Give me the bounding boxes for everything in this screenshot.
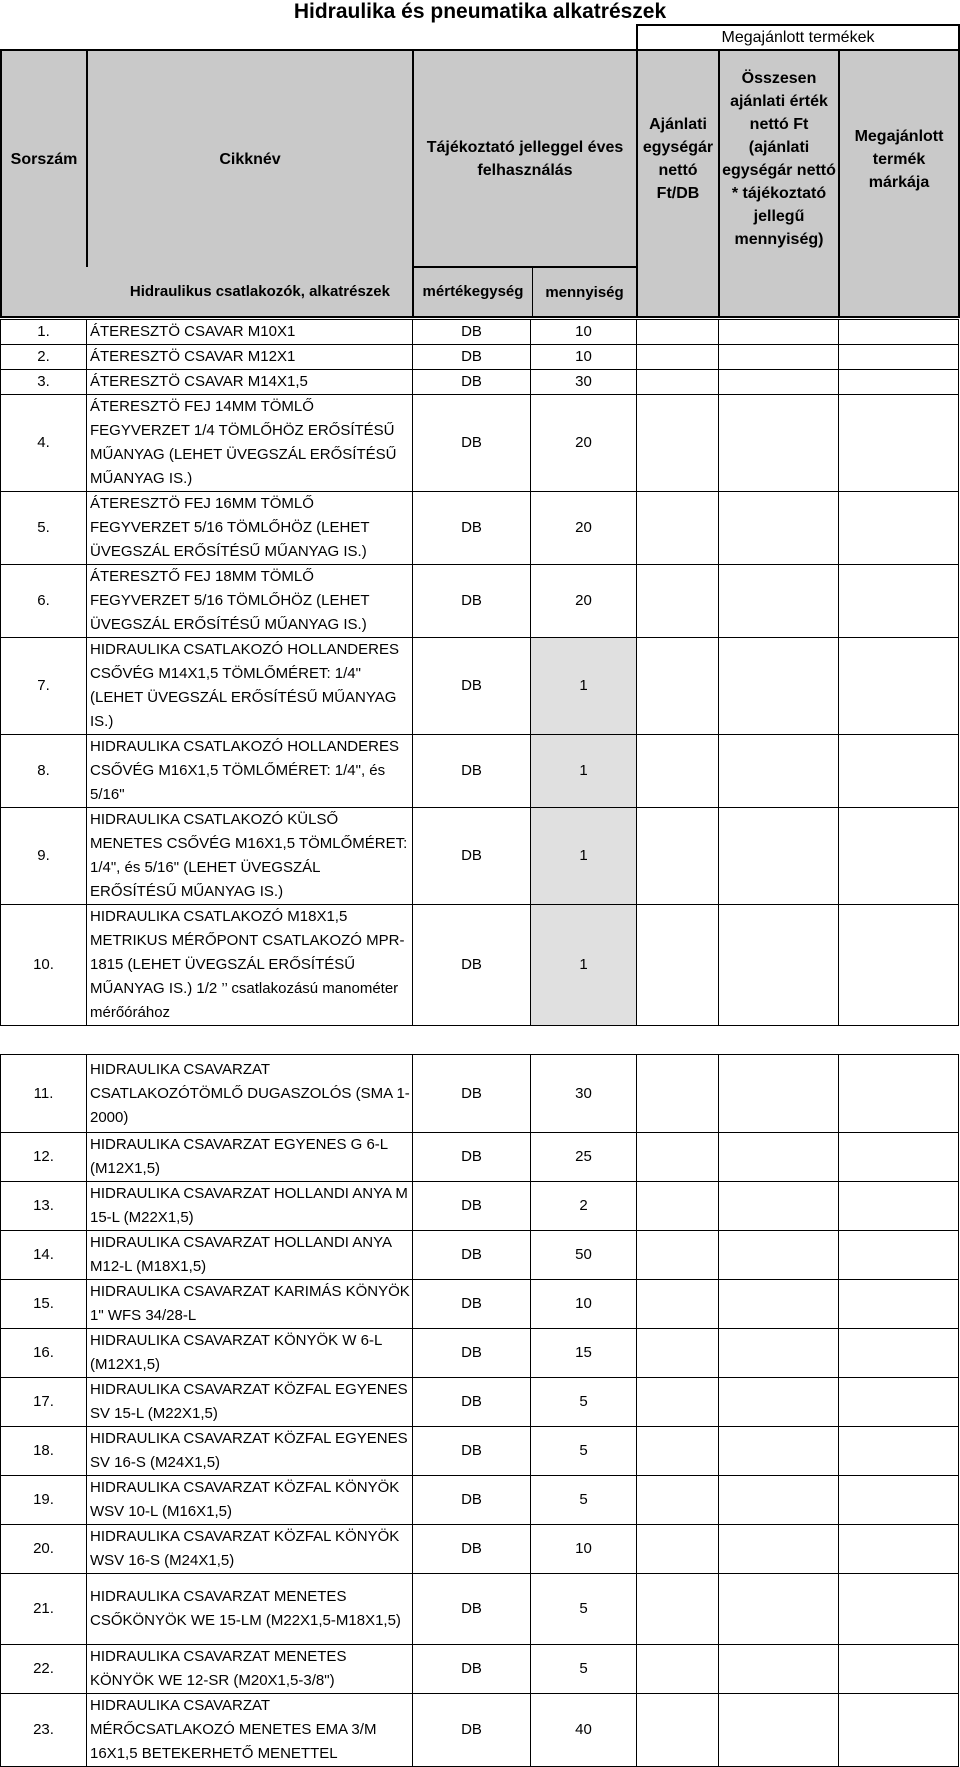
item-name: HIDRAULIKA CSAVARZAT KÖZFAL KÖNYÖK WSV 16-S (M24X1,5) bbox=[87, 1525, 413, 1574]
row-number: 6. bbox=[1, 565, 87, 638]
brand-cell[interactable] bbox=[839, 808, 959, 905]
item-quantity: 25 bbox=[531, 1133, 637, 1182]
table-row bbox=[1, 735, 959, 808]
table-row bbox=[1, 1574, 959, 1645]
unit-price-cell[interactable] bbox=[637, 1055, 719, 1133]
brand-cell[interactable] bbox=[839, 345, 959, 370]
item-quantity: 10 bbox=[531, 1280, 637, 1329]
item-quantity: 15 bbox=[531, 1329, 637, 1378]
sub-header-qty: mennyiség bbox=[545, 283, 624, 301]
unit-price-cell[interactable] bbox=[637, 1574, 719, 1645]
item-unit: DB bbox=[413, 1525, 531, 1574]
row-number: 9. bbox=[1, 808, 87, 905]
item-name: ÁTERESZTÖ FEJ 14MM TÖMLŐ FEGYVERZET 1/4 TÖMLŐHÖZ ERŐSÍTÉSŰ MŰANYAG (LEHET ÜVEGSZÁL ERŐSÍTÉSŰ MŰANYAG IS.) bbox=[87, 395, 413, 492]
row-number: 21. bbox=[1, 1574, 87, 1645]
brand-cell[interactable] bbox=[839, 395, 959, 492]
total-cell[interactable] bbox=[719, 1182, 839, 1231]
item-name: HIDRAULIKA CSAVARZAT MENETES KÖNYÖK WE 12-SR (M20X1,5-3/8") bbox=[87, 1645, 413, 1694]
item-unit: DB bbox=[413, 320, 531, 345]
total-cell[interactable] bbox=[719, 1329, 839, 1378]
item-unit: DB bbox=[413, 370, 531, 395]
item-unit: DB bbox=[413, 1694, 531, 1767]
item-quantity: 30 bbox=[531, 1055, 637, 1133]
brand-cell[interactable] bbox=[839, 735, 959, 808]
table-row bbox=[1, 638, 959, 735]
items-table bbox=[0, 319, 959, 1767]
unit-price-cell[interactable] bbox=[637, 492, 719, 565]
item-unit: DB bbox=[413, 1182, 531, 1231]
table-row bbox=[1, 492, 959, 565]
item-unit: DB bbox=[413, 1427, 531, 1476]
brand-cell[interactable] bbox=[839, 638, 959, 735]
table-row bbox=[1, 1329, 959, 1378]
item-quantity: 5 bbox=[531, 1645, 637, 1694]
brand-cell[interactable] bbox=[839, 1525, 959, 1574]
row-number: 15. bbox=[1, 1280, 87, 1329]
brand-cell[interactable] bbox=[839, 905, 959, 1026]
item-name: HIDRAULIKA CSAVARZAT EGYENES G 6-L (M12X1,5) bbox=[87, 1133, 413, 1182]
item-unit: DB bbox=[413, 565, 531, 638]
total-cell[interactable] bbox=[719, 1280, 839, 1329]
brand-cell[interactable] bbox=[839, 1231, 959, 1280]
sub-header-unit: mértékegység bbox=[414, 268, 533, 316]
table-row bbox=[1, 1476, 959, 1525]
total-cell[interactable] bbox=[719, 1055, 839, 1133]
unit-price-cell[interactable] bbox=[637, 1133, 719, 1182]
item-name: ÁTERESZTÖ CSAVAR M12X1 bbox=[87, 345, 413, 370]
table-row bbox=[1, 905, 959, 1026]
table-row bbox=[1, 1182, 959, 1231]
item-name: HIDRAULIKA CSAVARZAT MENETES CSŐKÖNYÖK WE 15-LM (M22X1,5-M18X1,5) bbox=[87, 1574, 413, 1645]
item-quantity: 1 bbox=[531, 905, 637, 1026]
row-number: 7. bbox=[1, 638, 87, 735]
unit-price-cell[interactable] bbox=[637, 808, 719, 905]
row-number: 18. bbox=[1, 1427, 87, 1476]
unit-price-cell[interactable] bbox=[637, 1694, 719, 1767]
item-unit: DB bbox=[413, 808, 531, 905]
total-cell[interactable] bbox=[719, 808, 839, 905]
row-number: 19. bbox=[1, 1476, 87, 1525]
row-number: 3. bbox=[1, 370, 87, 395]
row-number: 16. bbox=[1, 1329, 87, 1378]
brand-cell[interactable] bbox=[839, 1378, 959, 1427]
row-number: 17. bbox=[1, 1378, 87, 1427]
unit-price-cell[interactable] bbox=[637, 345, 719, 370]
brand-cell[interactable] bbox=[839, 1182, 959, 1231]
item-name: HIDRAULIKA CSAVARZAT KÖZFAL EGYENES SV 16-S (M24X1,5) bbox=[87, 1427, 413, 1476]
page-title: Hidraulika és pneumatika alkatrészek bbox=[293, 0, 667, 23]
row-number: 4. bbox=[1, 395, 87, 492]
item-quantity: 10 bbox=[531, 320, 637, 345]
row-number: 22. bbox=[1, 1645, 87, 1694]
unit-price-cell[interactable] bbox=[637, 1645, 719, 1694]
item-quantity: 10 bbox=[531, 345, 637, 370]
row-number: 20. bbox=[1, 1525, 87, 1574]
item-name: ÁTERESZTÖ FEJ 16MM TÖMLŐ FEGYVERZET 5/16 TÖMLŐHÖZ (LEHET ÜVEGSZÁL ERŐSÍTÉSŰ MŰANYAG IS.) bbox=[87, 492, 413, 565]
unit-price-cell[interactable] bbox=[637, 320, 719, 345]
item-quantity: 5 bbox=[531, 1476, 637, 1525]
item-name: HIDRAULIKA CSATLAKOZÓ HOLLANDERES CSŐVÉG M16X1,5 TÖMLŐMÉRET: 1/4", és 5/16" bbox=[87, 735, 413, 808]
brand-cell[interactable] bbox=[839, 1055, 959, 1133]
row-number: 11. bbox=[1, 1055, 87, 1133]
item-name: HIDRAULIKA CSATLAKOZÓ HOLLANDERES CSŐVÉG M14X1,5 TÖMLŐMÉRET: 1/4" (LEHET ÜVEGSZÁL ERŐSÍTÉSŰ MŰANYAG IS.) bbox=[87, 638, 413, 735]
offered-products-header: Megajánlott termékek bbox=[637, 25, 959, 50]
brand-cell[interactable] bbox=[839, 1427, 959, 1476]
unit-price-cell[interactable] bbox=[637, 1476, 719, 1525]
item-name: HIDRAULIKA CSAVARZAT KÖNYÖK W 6-L (M12X1,5) bbox=[87, 1329, 413, 1378]
unit-price-cell[interactable] bbox=[637, 1231, 719, 1280]
col-header-total: Összesen ajánlati érték nettó Ft (ajánlati egységár nettó * tájékoztató jellegű mennyiség) bbox=[719, 50, 839, 267]
unit-price-cell[interactable] bbox=[637, 905, 719, 1026]
total-cell[interactable] bbox=[719, 735, 839, 808]
total-cell[interactable] bbox=[719, 1525, 839, 1574]
total-cell[interactable] bbox=[719, 1694, 839, 1767]
item-quantity: 1 bbox=[531, 808, 637, 905]
item-name: HIDRAULIKA CSAVARZAT KARIMÁS KÖNYÖK 1" WFS 34/28-L bbox=[87, 1280, 413, 1329]
unit-price-cell[interactable] bbox=[637, 735, 719, 808]
item-quantity: 5 bbox=[531, 1427, 637, 1476]
brand-cell[interactable] bbox=[839, 1133, 959, 1182]
brand-cell[interactable] bbox=[839, 1476, 959, 1525]
item-unit: DB bbox=[413, 1280, 531, 1329]
table-row bbox=[1, 1645, 959, 1694]
row-number: 13. bbox=[1, 1182, 87, 1231]
row-number: 1. bbox=[1, 320, 87, 345]
total-cell[interactable] bbox=[719, 345, 839, 370]
col-header-sorszam: Sorszám bbox=[1, 50, 87, 267]
item-name: HIDRAULIKA CSATLAKOZÓ M18X1,5 METRIKUS MÉRŐPONT CSATLAKOZÓ MPR-1815 (LEHET ÜVEGSZÁL ERŐSÍTÉSŰ MŰANYAG IS.) 1/2 ’’ csatlakozású manométer mérőórához bbox=[87, 905, 413, 1026]
item-name: HIDRAULIKA CSAVARZAT MÉRŐCSATLAKOZÓ MENETES EMA 3/M 16X1,5 BETEKERHETŐ MENETTEL bbox=[87, 1694, 413, 1767]
table-row bbox=[1, 395, 959, 492]
table-row bbox=[1, 1280, 959, 1329]
brand-cell[interactable] bbox=[839, 1280, 959, 1329]
item-quantity: 5 bbox=[531, 1574, 637, 1645]
table-row bbox=[1, 1694, 959, 1767]
total-cell[interactable] bbox=[719, 1378, 839, 1427]
item-name: HIDRAULIKA CSAVARZAT HOLLANDI ANYA M12-L (M18X1,5) bbox=[87, 1231, 413, 1280]
row-number: 14. bbox=[1, 1231, 87, 1280]
table-row bbox=[1, 1427, 959, 1476]
total-cell[interactable] bbox=[719, 1574, 839, 1645]
table-row bbox=[1, 1525, 959, 1574]
unit-price-cell[interactable] bbox=[637, 638, 719, 735]
item-quantity: 30 bbox=[531, 370, 637, 395]
total-cell[interactable] bbox=[719, 320, 839, 345]
col-header-usage: Tájékoztató jelleggel éves felhasználás bbox=[413, 50, 637, 267]
item-unit: DB bbox=[413, 1378, 531, 1427]
item-quantity: 20 bbox=[531, 492, 637, 565]
item-unit: DB bbox=[413, 1231, 531, 1280]
brand-cell[interactable] bbox=[839, 1645, 959, 1694]
item-unit: DB bbox=[413, 1574, 531, 1645]
item-name: ÁTERESZTŐ FEJ 18MM TÖMLŐ FEGYVERZET 5/16 TÖMLŐHÖZ (LEHET ÜVEGSZÁL ERŐSÍTÉSŰ MŰANYAG IS.) bbox=[87, 565, 413, 638]
total-cell[interactable] bbox=[719, 370, 839, 395]
item-name: HIDRAULIKA CSAVARZAT KÖZFAL KÖNYÖK WSV 10-L (M16X1,5) bbox=[87, 1476, 413, 1525]
unit-price-cell[interactable] bbox=[637, 395, 719, 492]
item-quantity: 40 bbox=[531, 1694, 637, 1767]
item-unit: DB bbox=[413, 905, 531, 1026]
total-cell[interactable] bbox=[719, 1231, 839, 1280]
col-header-cikknev: Cikknév bbox=[87, 50, 413, 267]
table-row bbox=[1, 345, 959, 370]
brand-cell[interactable] bbox=[839, 1694, 959, 1767]
item-name: HIDRAULIKA CSAVARZAT CSATLAKOZÓTÖMLŐ DUGASZOLÓS (SMA 1-2000) bbox=[87, 1055, 413, 1133]
item-quantity: 50 bbox=[531, 1231, 637, 1280]
total-cell[interactable] bbox=[719, 905, 839, 1026]
brand-cell[interactable] bbox=[839, 1574, 959, 1645]
unit-price-cell[interactable] bbox=[637, 1378, 719, 1427]
row-number: 10. bbox=[1, 905, 87, 1026]
item-name: ÁTERESZTÖ CSAVAR M10X1 bbox=[87, 320, 413, 345]
item-name: ÁTERESZTÖ CSAVAR M14X1,5 bbox=[87, 370, 413, 395]
item-quantity: 10 bbox=[531, 1525, 637, 1574]
total-cell[interactable] bbox=[719, 1645, 839, 1694]
item-unit: DB bbox=[413, 638, 531, 735]
col-header-unit-price: Ajánlati egységár nettó Ft/DB bbox=[637, 50, 719, 267]
unit-price-cell[interactable] bbox=[637, 1525, 719, 1574]
total-cell[interactable] bbox=[719, 1476, 839, 1525]
item-unit: DB bbox=[413, 492, 531, 565]
section-label: Hidraulikus csatlakozók, alkatrészek bbox=[1, 267, 413, 317]
row-number: 12. bbox=[1, 1133, 87, 1182]
item-unit: DB bbox=[413, 1329, 531, 1378]
item-quantity: 20 bbox=[531, 565, 637, 638]
table-row bbox=[1, 1055, 959, 1133]
item-name: HIDRAULIKA CSAVARZAT KÖZFAL EGYENES SV 15-L (M22X1,5) bbox=[87, 1378, 413, 1427]
item-unit: DB bbox=[413, 1645, 531, 1694]
unit-price-cell[interactable] bbox=[637, 1329, 719, 1378]
item-quantity: 20 bbox=[531, 395, 637, 492]
row-number: 8. bbox=[1, 735, 87, 808]
row-number: 2. bbox=[1, 345, 87, 370]
item-unit: DB bbox=[413, 345, 531, 370]
item-quantity: 2 bbox=[531, 1182, 637, 1231]
total-cell[interactable] bbox=[719, 1427, 839, 1476]
table-row bbox=[1, 370, 959, 395]
brand-cell[interactable] bbox=[839, 565, 959, 638]
total-cell[interactable] bbox=[719, 1133, 839, 1182]
brand-cell[interactable] bbox=[839, 370, 959, 395]
total-cell[interactable] bbox=[719, 565, 839, 638]
row-number: 5. bbox=[1, 492, 87, 565]
item-quantity: 1 bbox=[531, 735, 637, 808]
unit-price-cell[interactable] bbox=[637, 1182, 719, 1231]
row-number: 23. bbox=[1, 1694, 87, 1767]
unit-price-cell[interactable] bbox=[637, 1280, 719, 1329]
unit-price-cell[interactable] bbox=[637, 1427, 719, 1476]
item-name: HIDRAULIKA CSAVARZAT HOLLANDI ANYA M 15-L (M22X1,5) bbox=[87, 1182, 413, 1231]
item-unit: DB bbox=[413, 1476, 531, 1525]
total-cell[interactable] bbox=[719, 395, 839, 492]
table-row bbox=[1, 1378, 959, 1427]
unit-price-cell[interactable] bbox=[637, 565, 719, 638]
total-cell[interactable] bbox=[719, 638, 839, 735]
item-quantity: 5 bbox=[531, 1378, 637, 1427]
brand-cell[interactable] bbox=[839, 1329, 959, 1378]
brand-cell[interactable] bbox=[839, 492, 959, 565]
unit-price-cell[interactable] bbox=[637, 370, 719, 395]
table-row bbox=[1, 1231, 959, 1280]
item-unit: DB bbox=[413, 1055, 531, 1133]
table-row bbox=[1, 1133, 959, 1182]
total-cell[interactable] bbox=[719, 492, 839, 565]
item-unit: DB bbox=[413, 1133, 531, 1182]
header-table bbox=[0, 24, 960, 318]
item-quantity: 1 bbox=[531, 638, 637, 735]
table-row bbox=[1, 808, 959, 905]
brand-cell[interactable] bbox=[839, 320, 959, 345]
table-row bbox=[1, 320, 959, 345]
item-unit: DB bbox=[413, 395, 531, 492]
item-name: HIDRAULIKA CSATLAKOZÓ KÜLSŐ MENETES CSŐVÉG M16X1,5 TÖMLŐMÉRET: 1/4", és 5/16" (LEHET ÜVEGSZÁL ERŐSÍTÉSŰ MŰANYAG IS.) bbox=[87, 808, 413, 905]
table-row bbox=[1, 565, 959, 638]
col-header-brand: Megajánlott termék márkája bbox=[839, 50, 959, 267]
item-unit: DB bbox=[413, 735, 531, 808]
